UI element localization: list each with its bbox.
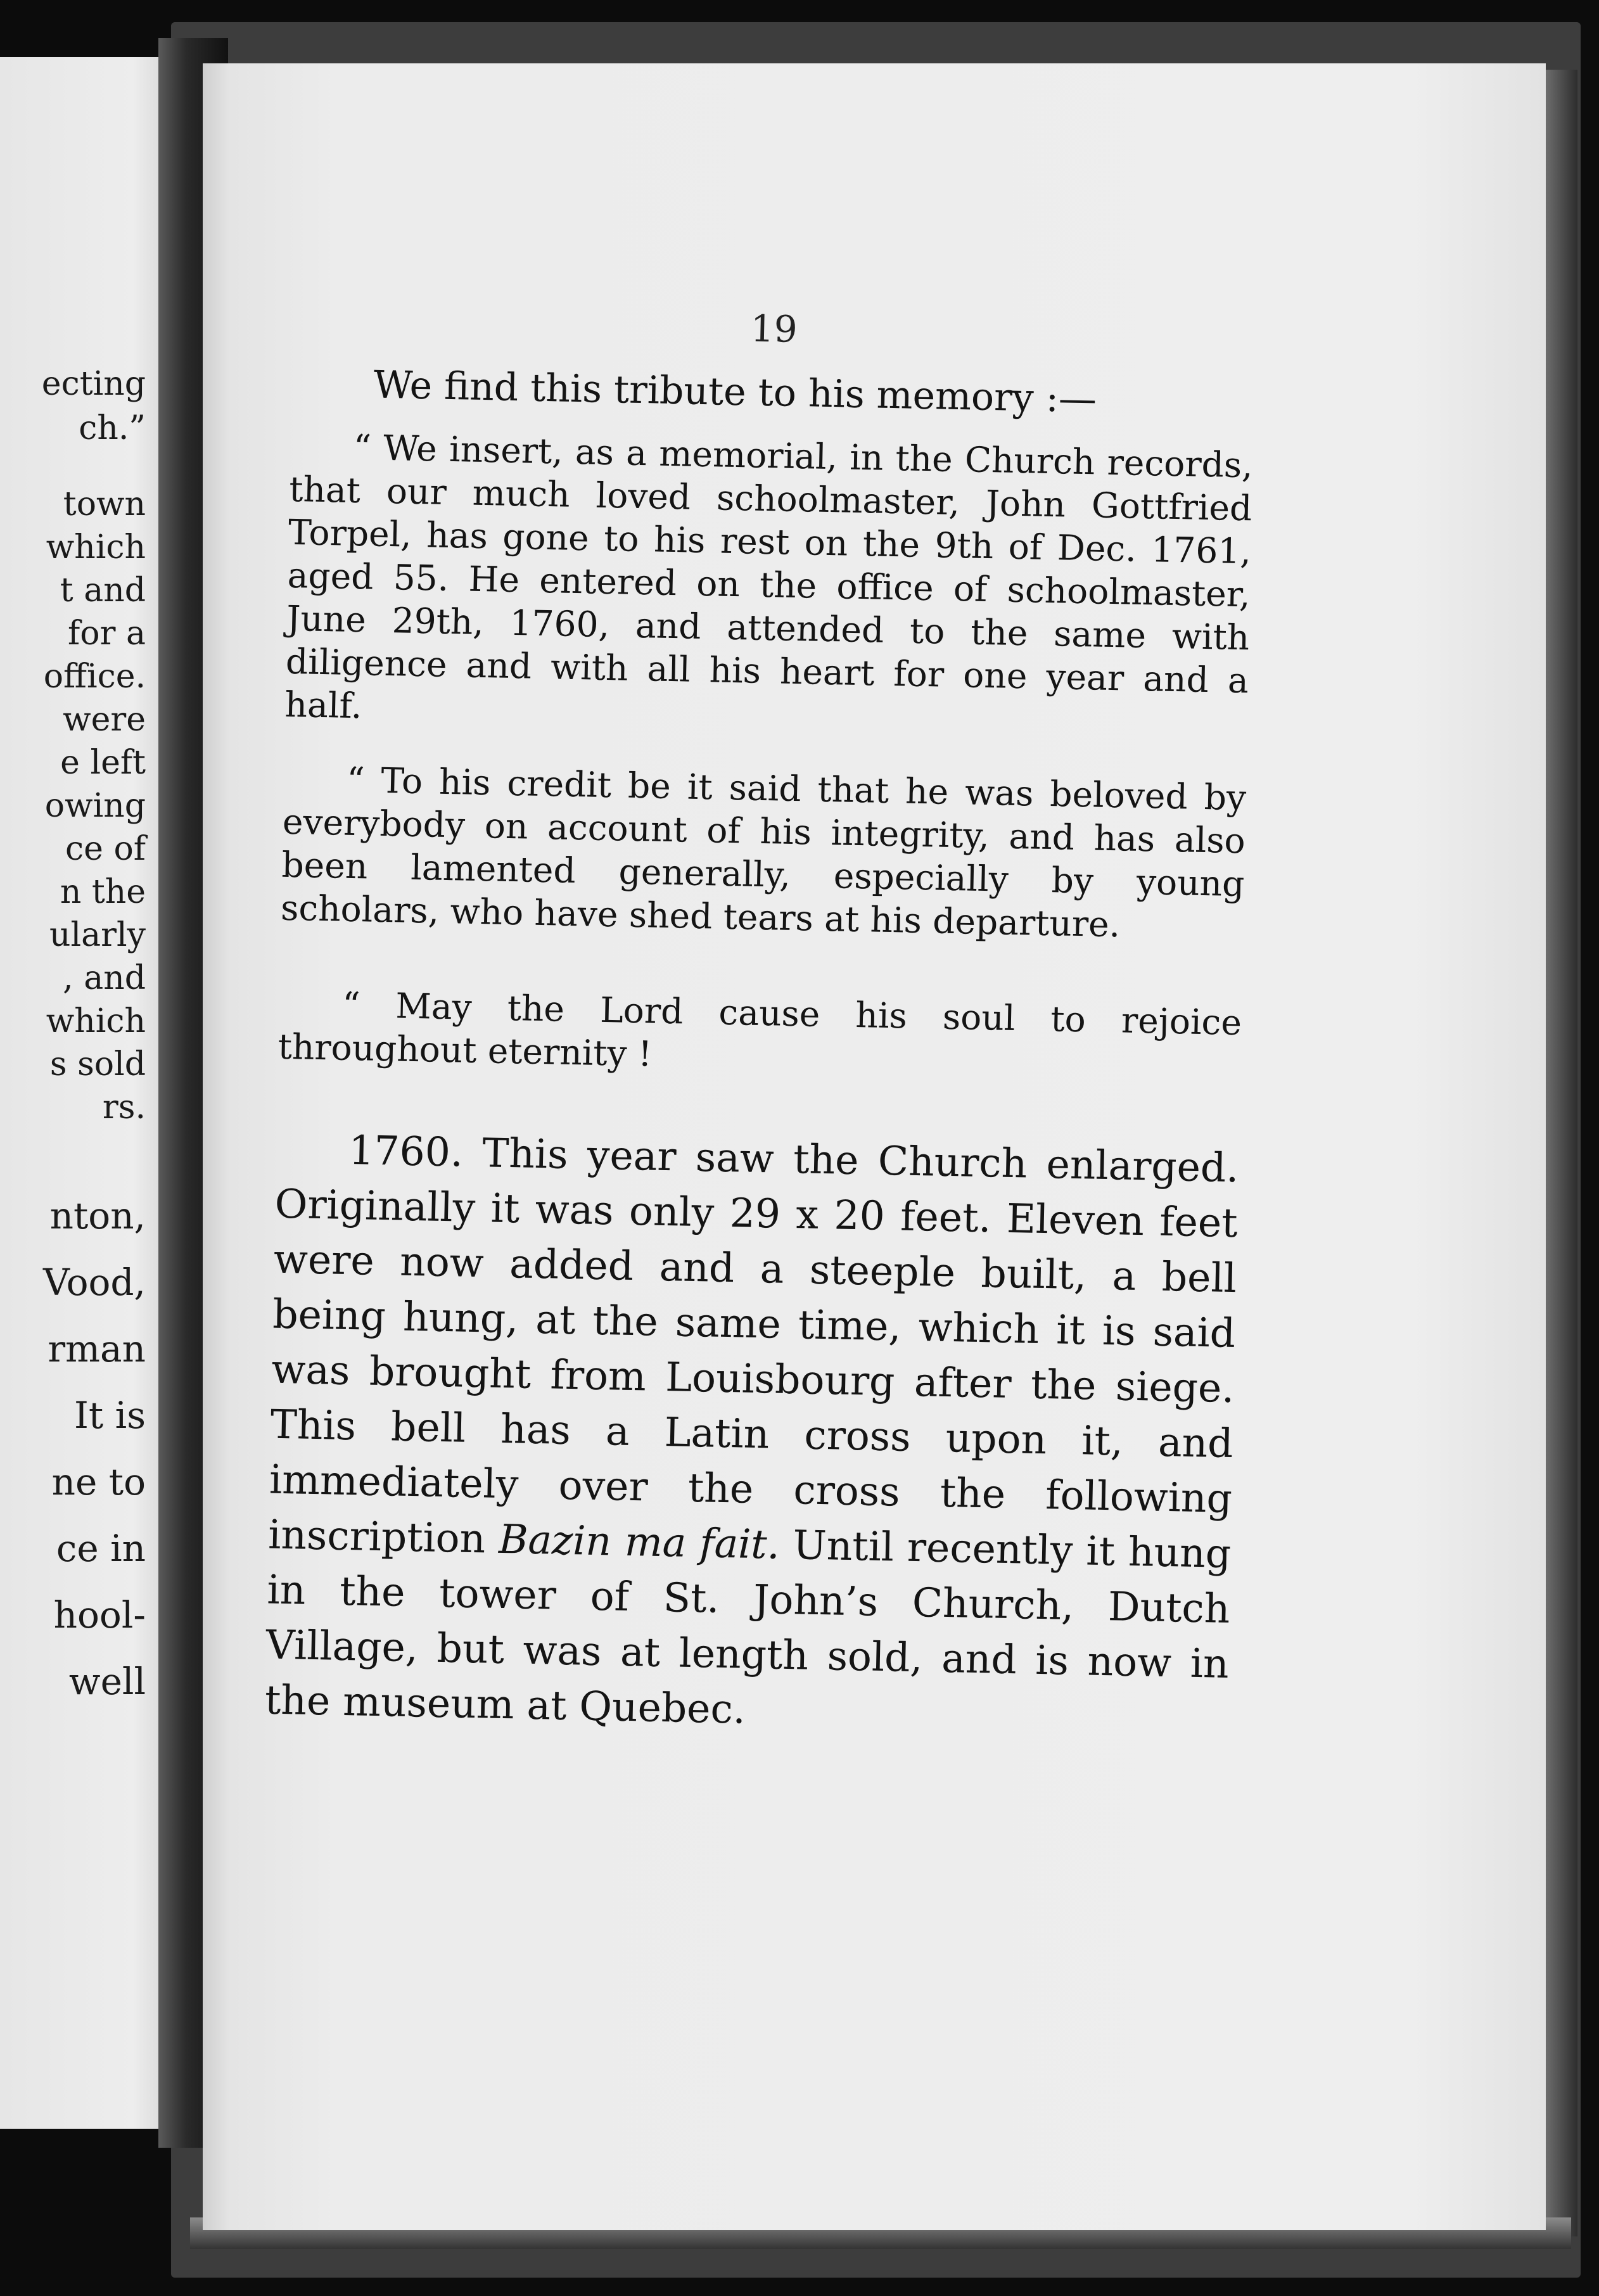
left-page-line: ce in: [56, 1527, 146, 1570]
left-page-line: which: [46, 1002, 146, 1040]
intro-line: We find this tribute to his memory :—: [373, 362, 1097, 422]
bell-inscription: Bazin ma fait.: [498, 1515, 780, 1568]
left-page-line: e left: [60, 744, 146, 782]
left-page-line: for a: [68, 615, 146, 653]
quote-paragraph-3: “ May the Lord cause his soul to rejoice throughout eternity !: [277, 984, 1242, 1075]
left-page-line: , and: [63, 959, 146, 997]
left-page-line: rs.: [102, 1088, 146, 1126]
page-content: [264, 63, 1261, 1733]
right-page: [203, 63, 1546, 2230]
left-page-line: s sold: [49, 1045, 146, 1083]
left-page-line: It is: [74, 1394, 146, 1437]
main-paragraph-text-end: Until recently it hung in the tower of St. John’s Church, Dutch Village, but was at length sold, and is now in the museum at Quebec.: [264, 1521, 1232, 1733]
left-page-line: owing: [44, 787, 146, 825]
left-page-line: ecting: [41, 365, 146, 403]
left-page-line: Vood,: [43, 1261, 146, 1304]
left-page-line: well: [68, 1660, 146, 1703]
left-page-line: hool-: [53, 1593, 146, 1636]
left-page-line: were: [63, 701, 146, 739]
left-page-line: ne to: [51, 1460, 146, 1503]
left-page-line: nton,: [49, 1194, 146, 1237]
quote-paragraph-2: “ To his credit be it said that he was beloved by everybody on account of his integrity, and has also been lamented generally, especially by young scholars, who have shed tears at his departure.: [280, 759, 1247, 945]
left-page-line: office.: [43, 658, 146, 696]
page-number: 19: [750, 307, 798, 351]
left-page-line: which: [46, 528, 146, 566]
main-paragraph: [264, 1121, 1239, 1747]
left-page-line: rman: [48, 1327, 146, 1370]
left-page-line: ce of: [65, 830, 146, 868]
left-page-line: n the: [60, 873, 146, 911]
main-paragraph-text: 1760. This year saw the Church enlarged. Originally it was only 29 x 20 feet. Eleven feet were now added and a steeple built, a bell being hung, at the same time, which it is said was brought from Louisbourg after the siege. This bell has a Latin cross upon it, and immediately over the cross the following inscription: [267, 1126, 1240, 1562]
left-page-line: ularly: [49, 916, 146, 954]
left-page-line: ch.”: [79, 409, 146, 447]
quote-paragraph-1: “ We insert, as a memorial, in the Church records, that our much loved schoolmaster, John Gottfried Torpel, has gone to his rest on the 9th of Dec. 1761, aged 55. He entered on the office of schoolmaster, June 29th, 1760, and attended to the same with diligence and with all his heart for one year and a half.: [284, 426, 1254, 727]
left-page-line: t and: [60, 571, 146, 609]
left-page-line: town: [63, 485, 146, 523]
